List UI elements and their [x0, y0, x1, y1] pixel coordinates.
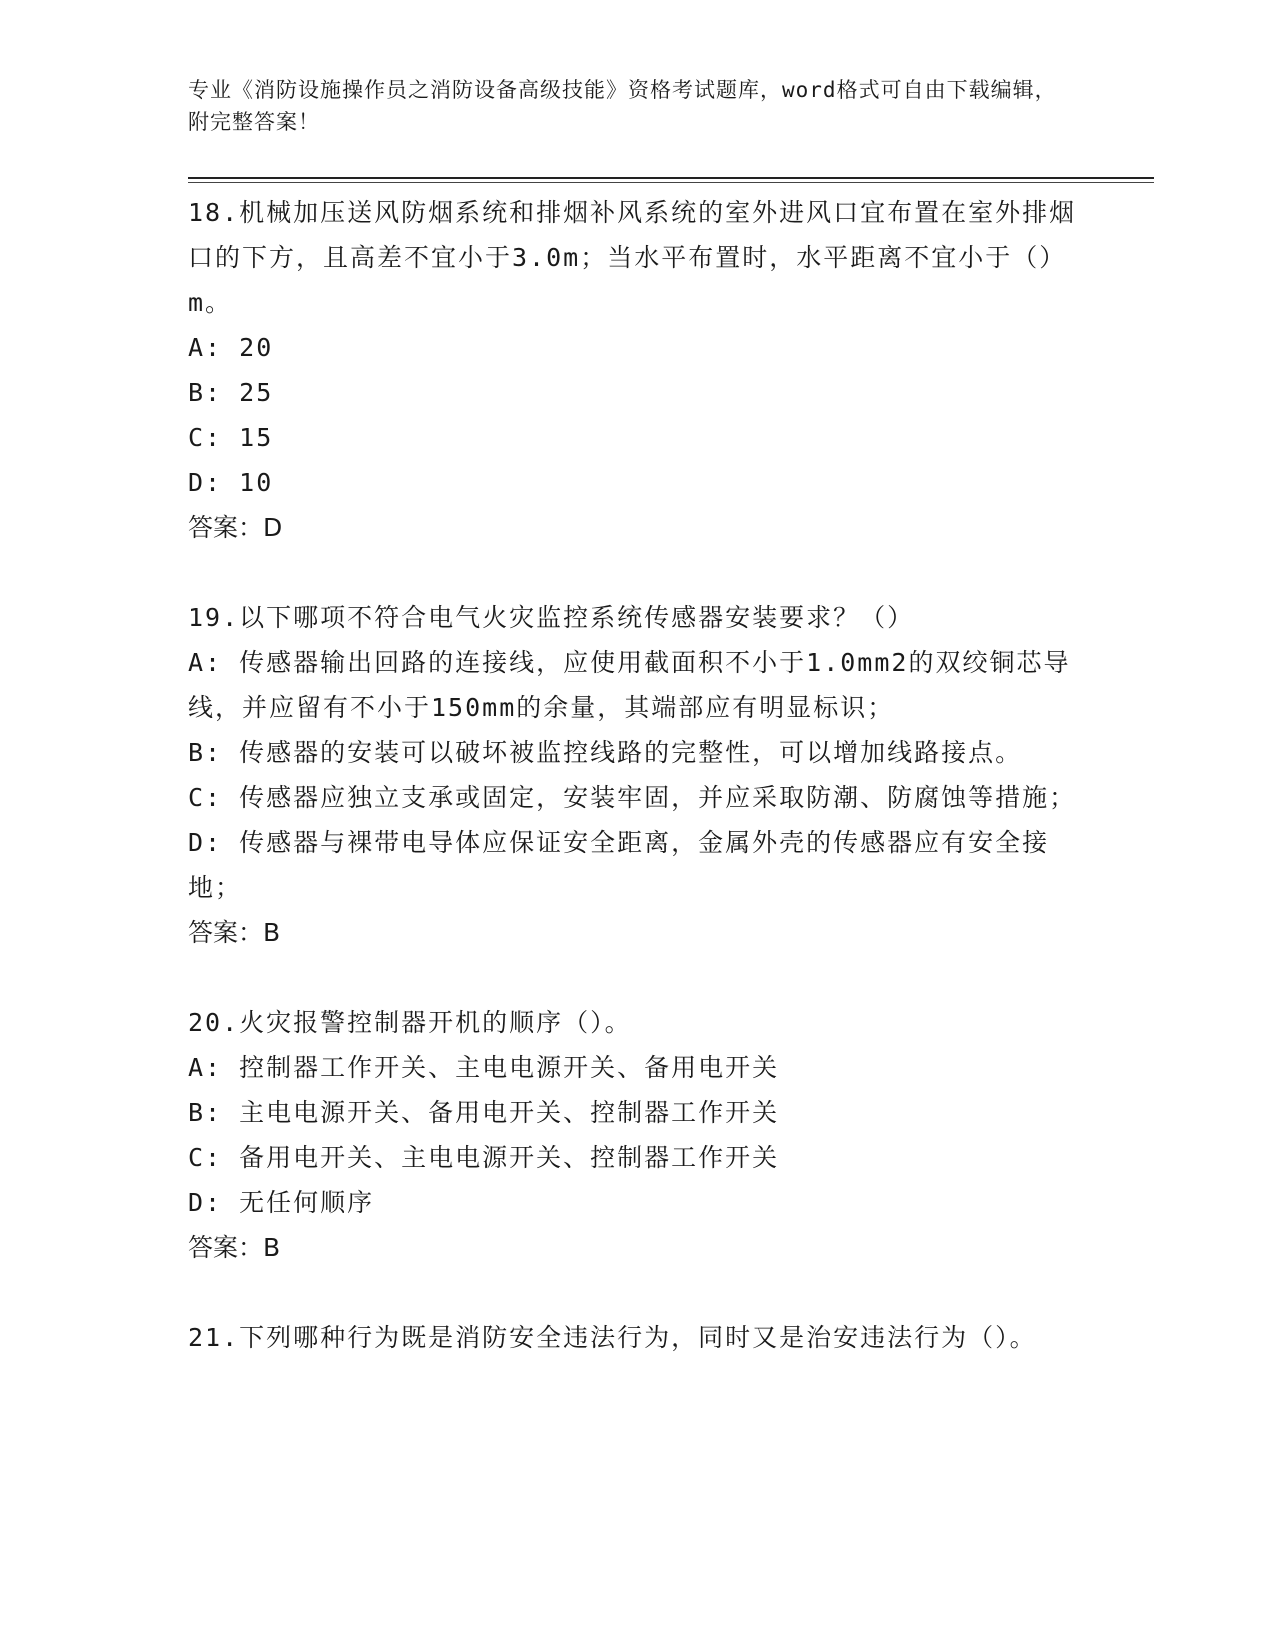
option-d: D: 传感器与裸带电导体应保证安全距离，金属外壳的传感器应有安全接地； [188, 828, 1050, 902]
option-b: B: 25 [188, 378, 274, 407]
option-c: C: 备用电开关、主电电源开关、控制器工作开关 [188, 1143, 780, 1172]
question-stem: 18.机械加压送风防烟系统和排烟补风系统的室外进风口宜布置在室外排烟口的下方，且高差不宜小于3.0m；当水平布置时，水平距离不宜小于（）m。 [188, 198, 1077, 317]
option-d: D: 无任何顺序 [188, 1188, 375, 1217]
option-a: A: 传感器输出回路的连接线，应使用截面积不小于1.0mm2的双绞铜芯导线，并应留有不小于150mm的余量，其端部应有明显标识； [188, 648, 1071, 722]
answer-line [188, 910, 1088, 955]
option-a: A: 20 [188, 333, 274, 362]
answer-value: B [263, 1233, 281, 1262]
answer-label: 答案： [188, 1233, 264, 1262]
option-b: B: 传感器的安装可以破坏被监控线路的完整性，可以增加线路接点。 [188, 738, 1023, 767]
option-c: C: 15 [188, 423, 274, 452]
document-header: 专业《消防设施操作员之消防设备高级技能》资格考试题库，word格式可自由下载编辑，附完整答案！ [188, 78, 1057, 134]
answer-label: 答案： [188, 513, 264, 542]
option-d: D: 10 [188, 468, 274, 497]
answer-value: B [263, 918, 281, 947]
option-a: A: 控制器工作开关、主电电源开关、备用电开关 [188, 1053, 780, 1082]
answer-value: D [263, 513, 283, 542]
question-stem: 19.以下哪项不符合电气火灾监控系统传感器安装要求？（） [188, 603, 915, 632]
answer-line [188, 1225, 1088, 1270]
question-stem: 21.下列哪种行为既是消防安全违法行为，同时又是治安违法行为（）。 [188, 1323, 1037, 1352]
header-divider-thick [188, 177, 1154, 179]
answer-line [188, 505, 1088, 550]
question-18 [188, 190, 1088, 550]
question-21 [188, 1315, 1088, 1360]
question-stem: 20.火灾报警控制器开机的顺序（）。 [188, 1008, 632, 1037]
question-list [188, 190, 1088, 1405]
option-b: B: 主电电源开关、备用电开关、控制器工作开关 [188, 1098, 780, 1127]
question-20 [188, 1000, 1088, 1270]
question-19 [188, 595, 1088, 955]
header-divider-thin [188, 182, 1154, 183]
option-c: C: 传感器应独立支承或固定，安装牢固，并应采取防潮、防腐蚀等措施； [188, 783, 1077, 812]
answer-label: 答案： [188, 918, 264, 947]
